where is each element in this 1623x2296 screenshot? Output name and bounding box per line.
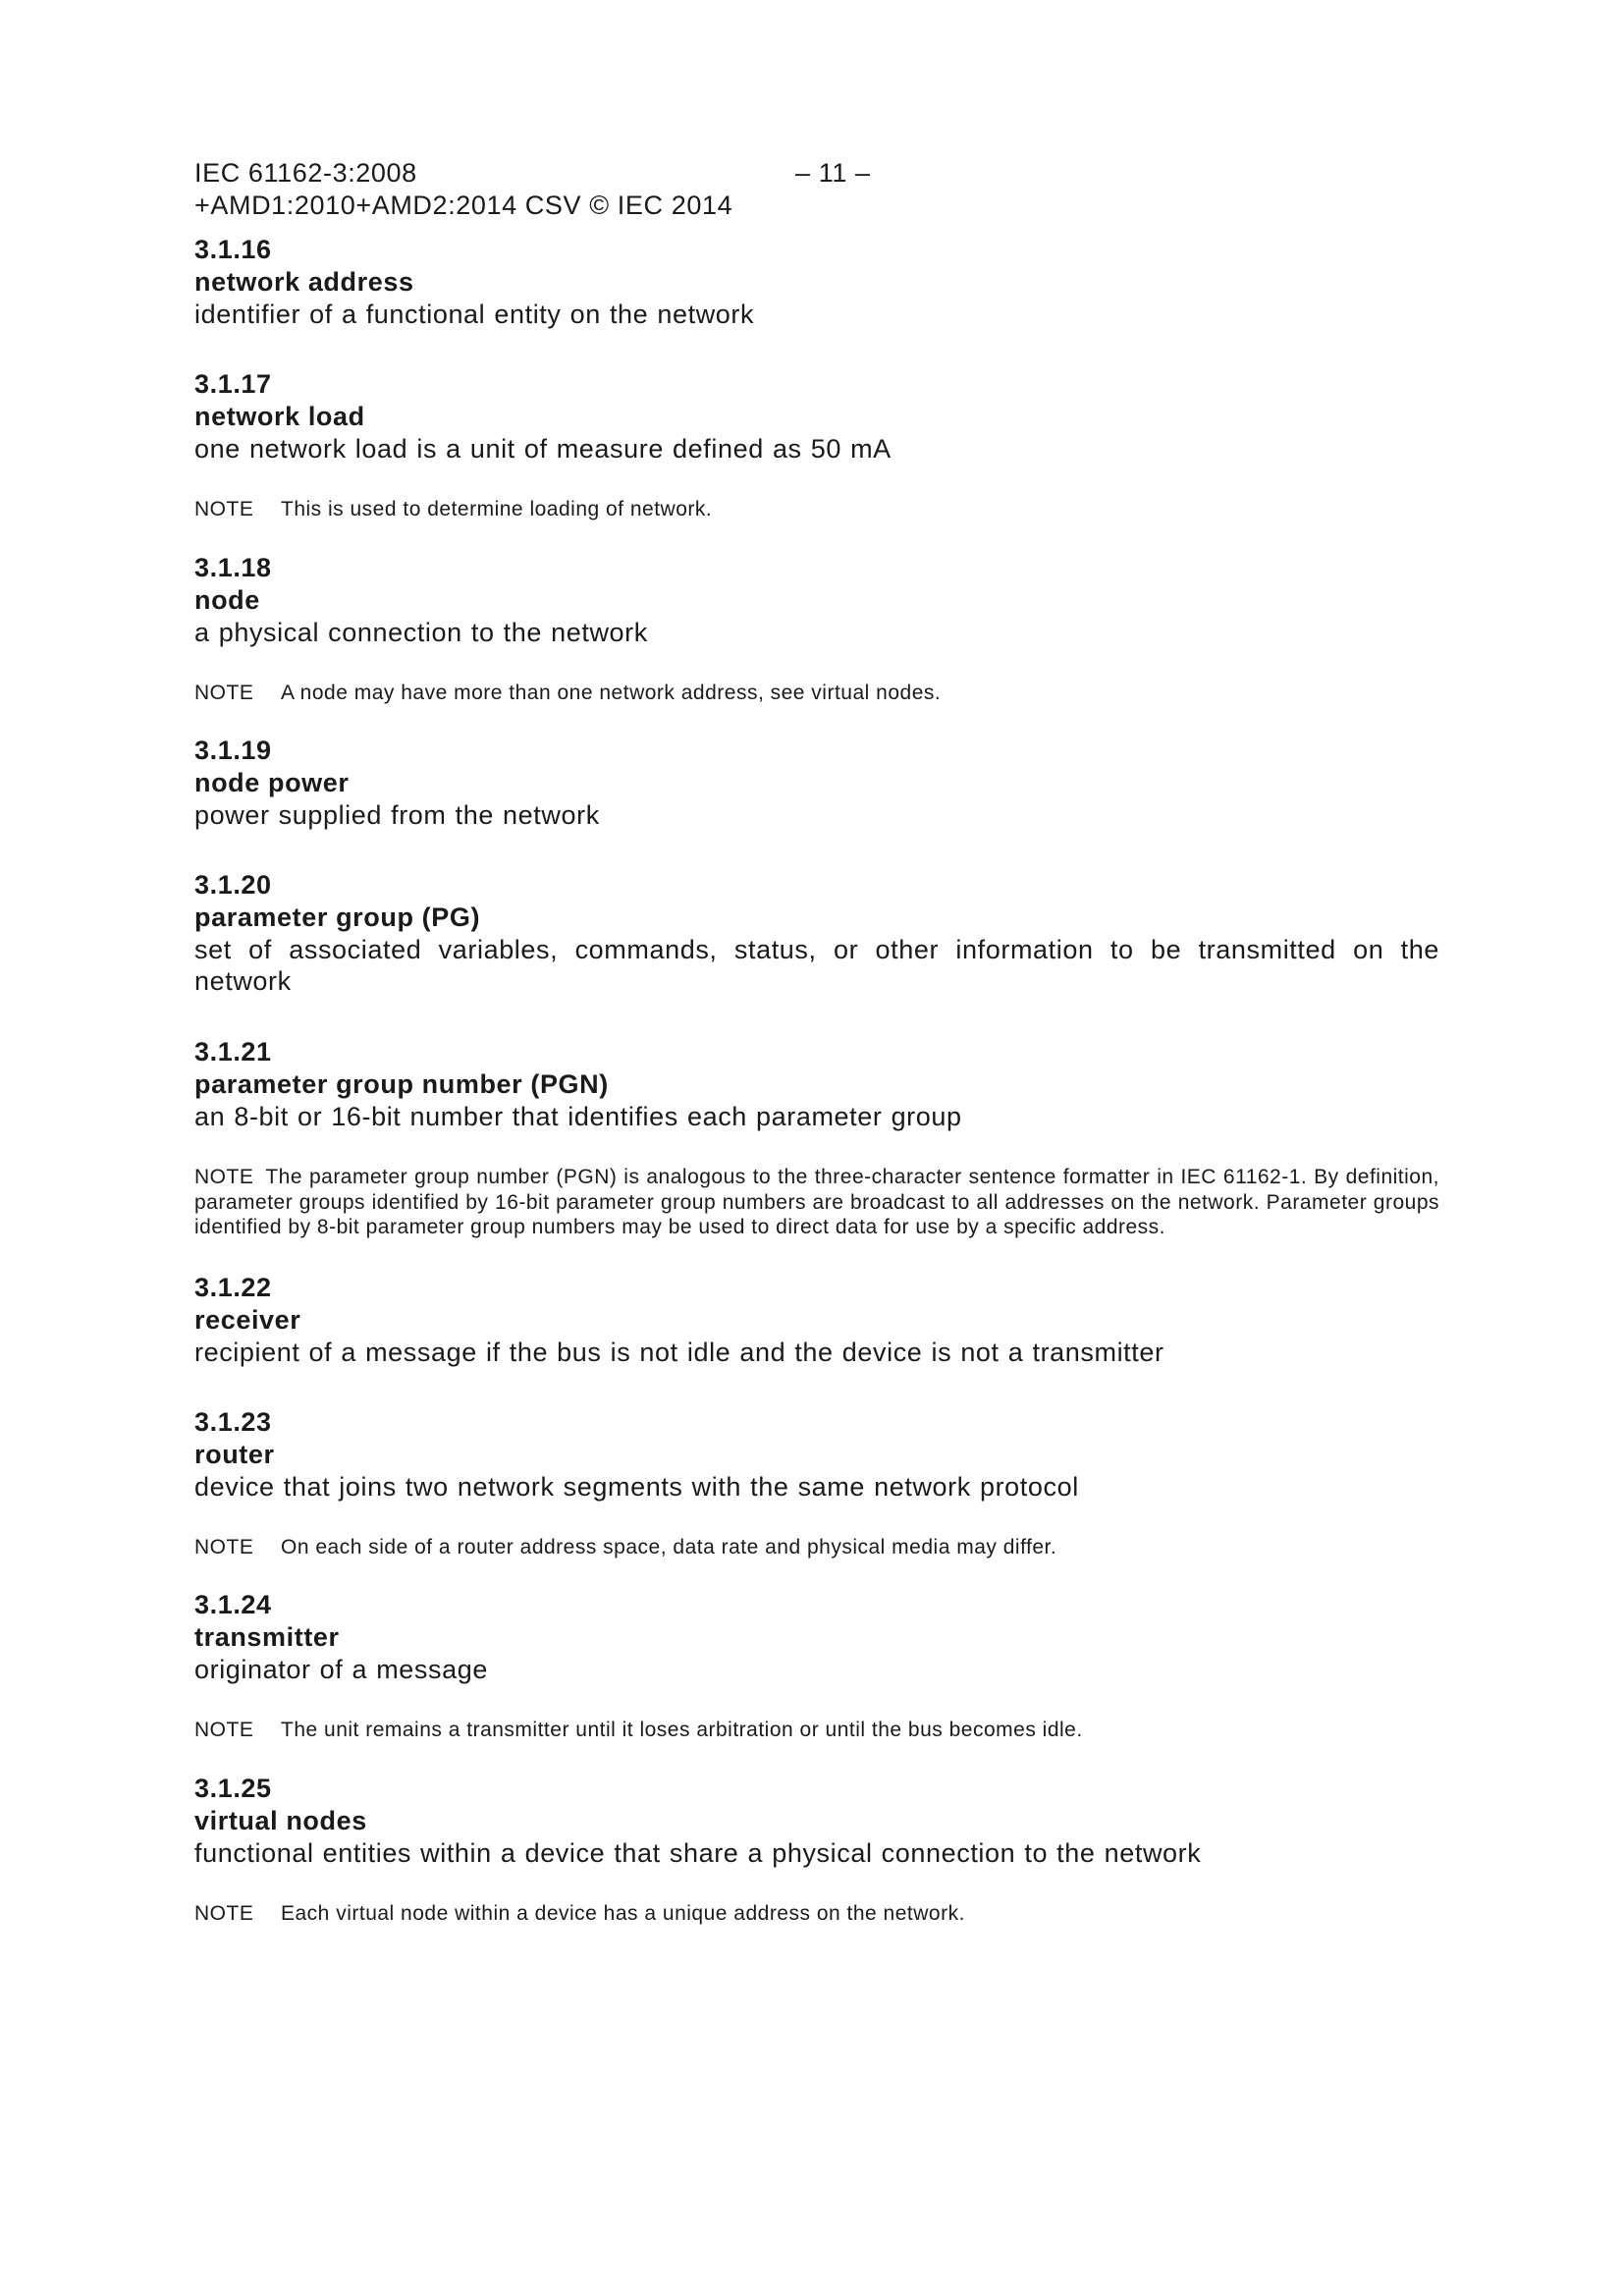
term-definition: power supplied from the network xyxy=(194,800,600,830)
term-number: 3.1.19 xyxy=(194,736,272,765)
term-definition: functional entities within a device that share a physical connection to the network xyxy=(194,1837,1202,1868)
standard-identifier: IEC 61162-3:2008 xyxy=(194,158,417,188)
note-text: This is used to determine loading of network. xyxy=(281,498,713,520)
note-text: On each side of a router address space, data rate and physical media may differ. xyxy=(281,1535,1057,1558)
note-label: NOTE xyxy=(194,1166,254,1188)
term-note xyxy=(194,1535,1439,1560)
term-name: receiver xyxy=(194,1304,301,1335)
terms-list xyxy=(194,234,1439,1926)
term-name: network address xyxy=(194,267,414,297)
page-number: – 11 – xyxy=(795,158,871,188)
term-definition: identifier of a functional entity on the network xyxy=(194,300,755,329)
term-name: network load xyxy=(194,402,365,431)
header-line-1 xyxy=(194,157,1441,190)
note-label: NOTE xyxy=(194,498,254,520)
term-definition: a physical connection to the network xyxy=(194,617,648,647)
term-name: node power xyxy=(194,768,350,797)
note-text: The parameter group number (PGN) is analogous to the three-character sentence formatter in IEC 61162-1. By definition, parameter groups identified by 16-bit parameter group numbers are broadcast to all addresses on the network. Parameter groups identified by 8-bit parameter group numbers may be used to direct data for use by a specific address. xyxy=(194,1166,1439,1238)
term-definition: device that joins two network segments with the same network protocol xyxy=(194,1471,1079,1502)
term-definition: recipient of a message if the bus is not idle and the device is not a transmitter xyxy=(194,1337,1164,1367)
note-text: Each virtual node within a device has a unique address on the network. xyxy=(281,1901,965,1925)
term-number: 3.1.20 xyxy=(194,870,272,900)
term-note xyxy=(194,1901,1439,1927)
term-name: node xyxy=(194,584,260,615)
term-note xyxy=(194,497,1439,522)
term-entry xyxy=(194,1036,1439,1240)
term-number: 3.1.16 xyxy=(194,235,272,264)
term-name: parameter group number (PGN) xyxy=(194,1069,609,1099)
term-number: 3.1.23 xyxy=(194,1406,272,1437)
term-number: 3.1.24 xyxy=(194,1590,272,1619)
term-entry xyxy=(194,869,1439,997)
term-name: router xyxy=(194,1439,275,1469)
note-label: NOTE xyxy=(194,1719,254,1741)
amendment-line: +AMD1:2010+AMD2:2014 CSV © IEC 2014 xyxy=(194,191,733,220)
note-text: The unit remains a transmitter until it loses arbitration or until the bus becomes idle. xyxy=(281,1719,1083,1741)
note-label: NOTE xyxy=(194,681,254,704)
term-entry xyxy=(194,368,1439,522)
term-note xyxy=(194,1718,1439,1743)
term-number: 3.1.22 xyxy=(194,1272,272,1302)
page-header xyxy=(194,157,1441,222)
term-name: parameter group (PG) xyxy=(194,902,481,932)
term-entry xyxy=(194,552,1439,706)
term-note xyxy=(194,1165,1439,1240)
note-text: A node may have more than one network address, see virtual nodes. xyxy=(281,681,942,704)
term-number: 3.1.25 xyxy=(194,1773,272,1803)
term-definition: an 8-bit or 16-bit number that identifies each parameter group xyxy=(194,1102,962,1131)
term-number: 3.1.18 xyxy=(194,552,272,582)
term-entry xyxy=(194,1406,1439,1560)
term-entry xyxy=(194,1272,1439,1368)
term-entry xyxy=(194,735,1439,831)
note-label: NOTE xyxy=(194,1535,254,1558)
term-entry xyxy=(194,1589,1439,1743)
term-definition: originator of a message xyxy=(194,1655,488,1684)
term-note xyxy=(194,681,1439,706)
term-name: transmitter xyxy=(194,1622,340,1652)
term-number: 3.1.21 xyxy=(194,1037,272,1066)
note-label: NOTE xyxy=(194,1901,254,1925)
term-entry xyxy=(194,1773,1439,1927)
term-definition: set of associated variables, commands, status, or other information to be transmitted on the network xyxy=(194,935,1439,996)
term-number: 3.1.17 xyxy=(194,369,272,399)
term-definition: one network load is a unit of measure defined as 50 mA xyxy=(194,434,892,464)
term-entry xyxy=(194,234,1439,330)
term-name: virtual nodes xyxy=(194,1805,367,1835)
